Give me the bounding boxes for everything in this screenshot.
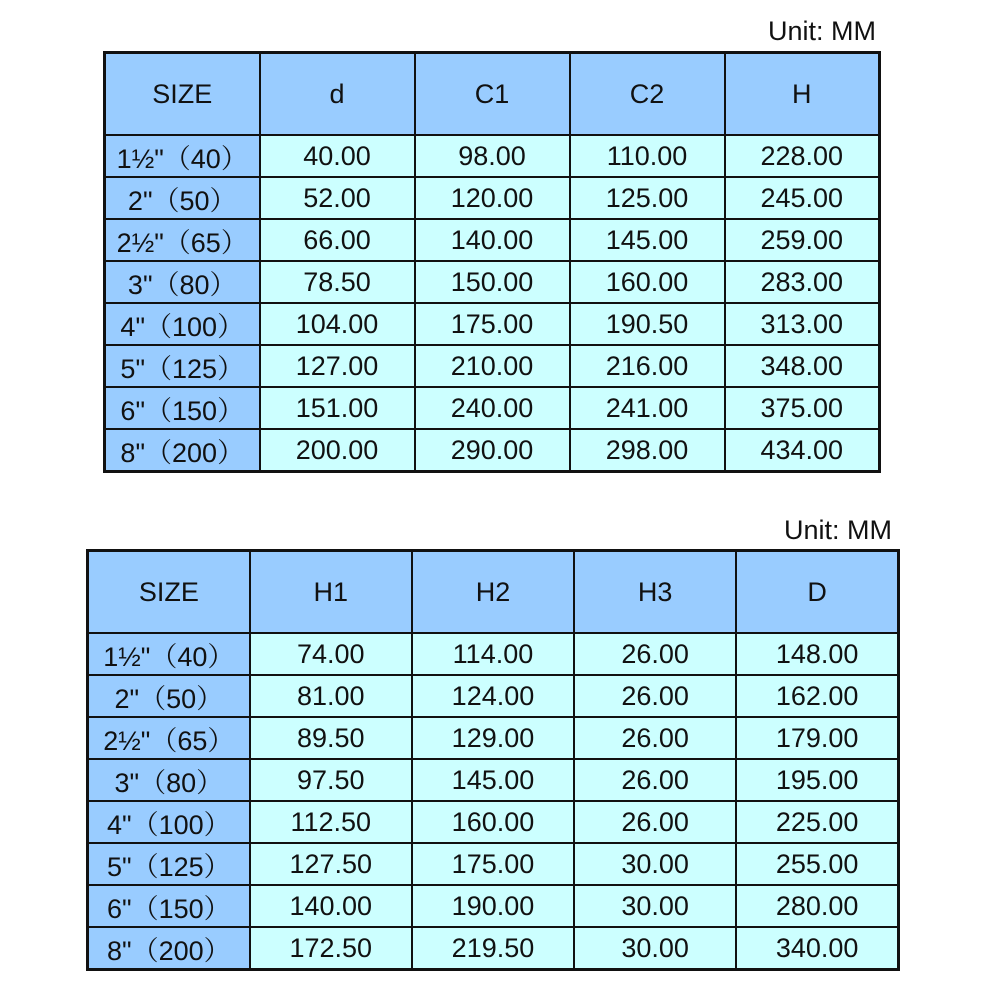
value-cell: 340.00 bbox=[736, 927, 898, 970]
table-row bbox=[105, 219, 880, 261]
table-body bbox=[88, 633, 899, 970]
value-cell: 89.50 bbox=[250, 717, 412, 759]
table-row bbox=[88, 717, 899, 759]
value-cell: 26.00 bbox=[574, 801, 736, 843]
table-header-row bbox=[105, 53, 880, 136]
value-cell: 127.50 bbox=[250, 843, 412, 885]
table-row bbox=[88, 759, 899, 801]
value-cell: 255.00 bbox=[736, 843, 898, 885]
value-cell: 241.00 bbox=[570, 387, 725, 429]
value-cell: 216.00 bbox=[570, 345, 725, 387]
table-row bbox=[105, 261, 880, 303]
value-cell: 114.00 bbox=[412, 633, 574, 675]
value-cell: 125.00 bbox=[570, 177, 725, 219]
value-cell: 98.00 bbox=[415, 135, 570, 177]
size-cell: 2½"（65） bbox=[88, 717, 250, 759]
value-cell: 175.00 bbox=[412, 843, 574, 885]
table-row bbox=[105, 387, 880, 429]
value-cell: 190.50 bbox=[570, 303, 725, 345]
column-header-c1: C1 bbox=[415, 53, 570, 136]
value-cell: 162.00 bbox=[736, 675, 898, 717]
value-cell: 26.00 bbox=[574, 717, 736, 759]
dimension-table-1 bbox=[103, 51, 881, 473]
value-cell: 66.00 bbox=[260, 219, 415, 261]
size-cell: 8"（200） bbox=[88, 927, 250, 970]
value-cell: 127.00 bbox=[260, 345, 415, 387]
value-cell: 200.00 bbox=[260, 429, 415, 472]
table-row bbox=[88, 633, 899, 675]
value-cell: 104.00 bbox=[260, 303, 415, 345]
value-cell: 240.00 bbox=[415, 387, 570, 429]
size-cell: 6"（150） bbox=[105, 387, 260, 429]
table-body bbox=[105, 135, 880, 472]
table-header-row bbox=[88, 551, 899, 634]
value-cell: 290.00 bbox=[415, 429, 570, 472]
value-cell: 375.00 bbox=[725, 387, 880, 429]
value-cell: 179.00 bbox=[736, 717, 898, 759]
value-cell: 228.00 bbox=[725, 135, 880, 177]
value-cell: 120.00 bbox=[415, 177, 570, 219]
value-cell: 26.00 bbox=[574, 759, 736, 801]
table-row bbox=[88, 927, 899, 970]
value-cell: 74.00 bbox=[250, 633, 412, 675]
value-cell: 298.00 bbox=[570, 429, 725, 472]
value-cell: 219.50 bbox=[412, 927, 574, 970]
column-header-h: H bbox=[725, 53, 880, 136]
value-cell: 26.00 bbox=[574, 675, 736, 717]
table-row bbox=[105, 345, 880, 387]
value-cell: 160.00 bbox=[570, 261, 725, 303]
unit-label: Unit: MM bbox=[768, 16, 876, 46]
size-cell: 4"（100） bbox=[88, 801, 250, 843]
value-cell: 124.00 bbox=[412, 675, 574, 717]
value-cell: 313.00 bbox=[725, 303, 880, 345]
size-cell: 2"（50） bbox=[88, 675, 250, 717]
column-header-size: SIZE bbox=[105, 53, 260, 136]
size-cell: 5"（125） bbox=[88, 843, 250, 885]
value-cell: 110.00 bbox=[570, 135, 725, 177]
size-cell: 1½"（40） bbox=[105, 135, 260, 177]
value-cell: 210.00 bbox=[415, 345, 570, 387]
size-cell: 2"（50） bbox=[105, 177, 260, 219]
size-cell: 4"（100） bbox=[105, 303, 260, 345]
value-cell: 30.00 bbox=[574, 885, 736, 927]
value-cell: 280.00 bbox=[736, 885, 898, 927]
column-header-c2: C2 bbox=[570, 53, 725, 136]
table-row bbox=[88, 843, 899, 885]
value-cell: 225.00 bbox=[736, 801, 898, 843]
value-cell: 52.00 bbox=[260, 177, 415, 219]
value-cell: 78.50 bbox=[260, 261, 415, 303]
value-cell: 245.00 bbox=[725, 177, 880, 219]
value-cell: 145.00 bbox=[412, 759, 574, 801]
size-cell: 6"（150） bbox=[88, 885, 250, 927]
value-cell: 434.00 bbox=[725, 429, 880, 472]
column-header-h3: H3 bbox=[574, 551, 736, 634]
table-row bbox=[88, 801, 899, 843]
size-cell: 3"（80） bbox=[88, 759, 250, 801]
column-header-d: D bbox=[736, 551, 898, 634]
value-cell: 40.00 bbox=[260, 135, 415, 177]
size-cell: 3"（80） bbox=[105, 261, 260, 303]
size-cell: 2½"（65） bbox=[105, 219, 260, 261]
value-cell: 140.00 bbox=[250, 885, 412, 927]
table-row bbox=[88, 675, 899, 717]
value-cell: 148.00 bbox=[736, 633, 898, 675]
value-cell: 190.00 bbox=[412, 885, 574, 927]
value-cell: 30.00 bbox=[574, 843, 736, 885]
value-cell: 348.00 bbox=[725, 345, 880, 387]
dimension-table-2 bbox=[86, 549, 900, 971]
value-cell: 175.00 bbox=[415, 303, 570, 345]
value-cell: 97.50 bbox=[250, 759, 412, 801]
size-cell: 5"（125） bbox=[105, 345, 260, 387]
value-cell: 26.00 bbox=[574, 633, 736, 675]
table-row bbox=[105, 429, 880, 472]
value-cell: 30.00 bbox=[574, 927, 736, 970]
value-cell: 160.00 bbox=[412, 801, 574, 843]
size-cell: 1½"（40） bbox=[88, 633, 250, 675]
value-cell: 112.50 bbox=[250, 801, 412, 843]
value-cell: 151.00 bbox=[260, 387, 415, 429]
value-cell: 172.50 bbox=[250, 927, 412, 970]
value-cell: 283.00 bbox=[725, 261, 880, 303]
value-cell: 150.00 bbox=[415, 261, 570, 303]
table-row bbox=[88, 885, 899, 927]
table-row bbox=[105, 177, 880, 219]
size-cell: 8"（200） bbox=[105, 429, 260, 472]
value-cell: 145.00 bbox=[570, 219, 725, 261]
value-cell: 140.00 bbox=[415, 219, 570, 261]
column-header-h1: H1 bbox=[250, 551, 412, 634]
column-header-d: d bbox=[260, 53, 415, 136]
column-header-size: SIZE bbox=[88, 551, 250, 634]
table-row bbox=[105, 135, 880, 177]
column-header-h2: H2 bbox=[412, 551, 574, 634]
value-cell: 195.00 bbox=[736, 759, 898, 801]
value-cell: 259.00 bbox=[725, 219, 880, 261]
table-row bbox=[105, 303, 880, 345]
value-cell: 129.00 bbox=[412, 717, 574, 759]
unit-label: Unit: MM bbox=[784, 515, 892, 545]
value-cell: 81.00 bbox=[250, 675, 412, 717]
